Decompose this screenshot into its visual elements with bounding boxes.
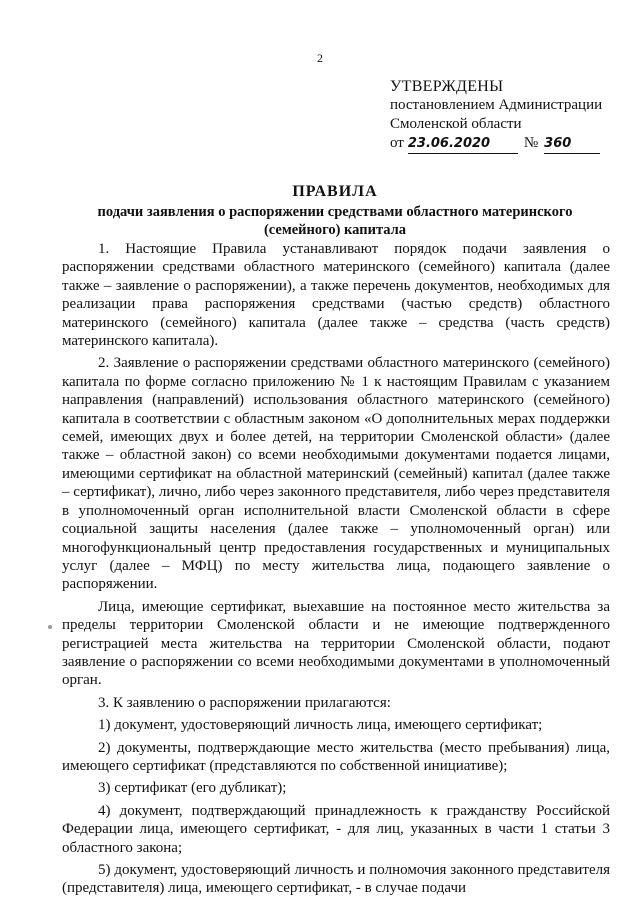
document-title: ПРАВИЛА: [292, 183, 378, 200]
document-title-block: [60, 181, 610, 239]
paragraph: Лица, имеющие сертификат, выехавшие на постоянное место жительства за пределы территории Смоленской области и не имеющие подтвержденного регистрацией места жительства на территории Смоленской области, подают заявление о распоряжении со всеми необходимыми документами в уполномоченный орган.: [62, 598, 610, 689]
paragraph: 2. Заявление о распоряжении средствами областного материнского (семейного) капитала по форме согласно приложению № 1 к настоящим Правилам с указанием направления (направлений) использования областного материнского (семейного) капитала в соответствии с областным законом «О дополнительных мерах поддержки семей, имеющих двух и более детей, на территории Смоленской области» (далее также – областной закон) со всеми необходимыми документами подается лицами, имеющими сертификат на областной материнский (семейный) капитал (далее также – сертификат), лично, либо через законного представителя, либо через представителя в уполномоченный орган исполнительной власти Смоленской области в сфере социальной защиты населения (далее также – уполномоченный орган) или многофункциональный центр предоставления государственных и муниципальных услуг (далее – МФЦ) по месту жительства лица, подающего заявление о распоряжении.: [62, 355, 610, 593]
approval-line-1: постановлением Администрации: [390, 97, 603, 113]
from-label: от: [390, 135, 404, 151]
paragraph: 3. К заявлению о распоряжении прилагаются:: [98, 694, 391, 711]
paragraph: 2) документы, подтверждающие место жительства (место пребывания) лица, имеющего сертификат (представляются по собственной инициативе);: [62, 739, 610, 774]
approval-date-line: [390, 134, 625, 154]
approval-number: 360: [544, 134, 600, 154]
paragraph: 1) документ, удостоверяющий личность лица, имеющего сертификат;: [98, 717, 543, 734]
paragraph: 1. Настоящие Правила устанавливают порядок подачи заявления о распоряжении средствами областного материнского (семейного) капитала (далее также – заявление о распоряжении), а также перечень документов, необходимых для реализации права распоряжения средствами (частью средств) областного материнского (семейного) капитала (далее также – средства (часть средств) материнского капитала).: [62, 241, 610, 350]
paragraph: 4) документ, подтверждающий принадлежность к гражданству Российской Федерации лица, имеющего сертификат, - для лиц, указанных в части 1 статьи 3 областного закона;: [62, 802, 610, 856]
number-label: №: [523, 135, 539, 151]
document-subtitle: подачи заявления о распоряжении средствами областного материнского (семейного) капитала: [97, 204, 573, 238]
margin-mark: [48, 625, 52, 629]
paragraph: 5) документ, удостоверяющий личность и полномочия законного представителя (представителя) лица, имеющего сертификат, - в случае подачи: [62, 862, 610, 897]
approval-date: 23.06.2020: [408, 134, 518, 154]
paragraph: 3) сертификат (его дубликат);: [98, 780, 287, 797]
document-body: [62, 240, 610, 902]
approval-stamp: [390, 77, 625, 154]
approval-title: УТВЕРЖДЕНЫ: [390, 78, 504, 95]
page-number: 2: [317, 51, 323, 65]
approval-line-2: Смоленской области: [390, 116, 522, 132]
